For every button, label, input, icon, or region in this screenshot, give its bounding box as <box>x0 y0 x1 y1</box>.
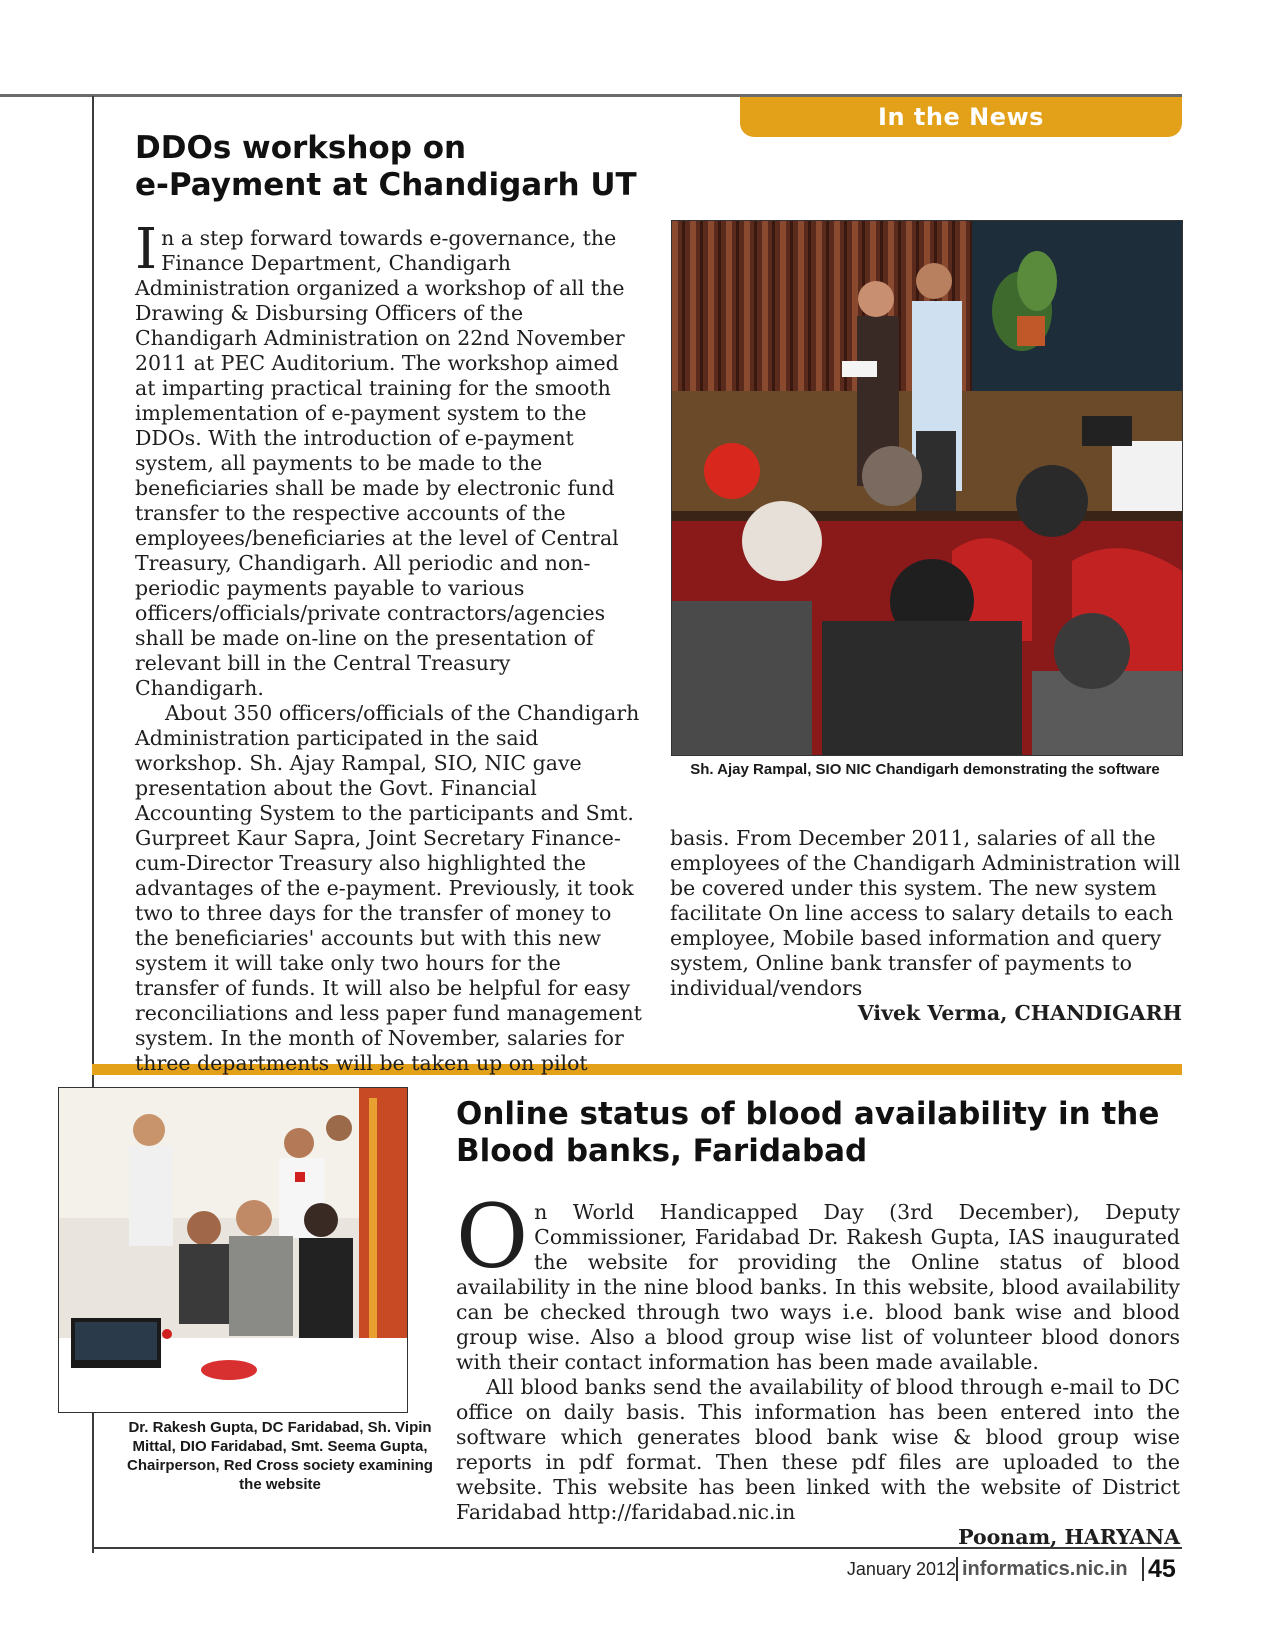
article2-headline <box>456 1096 1186 1170</box>
article1-paragraph-2: About 350 officers/officials of the Chandigarh Administration participated in the said workshop. Sh. Ajay Rampal, SIO, NIC gave presentation about the Govt. Financial Accounting System to the participants and Smt. Gurpreet Kaur Sapra, Joint Secretary Finance-cum-Director Treasury also highlighted the advantages of the e-payment. Previously, it took two to three days for the transfer of money to the beneficiaries' accounts but with this new system it will take only two hours for the transfer of funds. It will also be helpful for easy reconciliations and less paper fund management system. In the month of November, salaries for three departments will be taken up on pilot <box>135 701 642 1075</box>
article1-paragraph-3: basis. From December 2011, salaries of all the employees of the Chandigarh Administration will be covered under this system. The new system facilitate On line access to salary details to each employee, Mobile based information and query system, Online bank transfer of payments to individual/vendors <box>670 826 1181 1000</box>
article1-photo-caption: Sh. Ajay Rampal, SIO NIC Chandigarh demonstrating the software <box>690 761 1160 778</box>
footer-divider-2 <box>1142 1557 1144 1581</box>
article1-column-right <box>670 826 1182 1026</box>
article1-paragraph-1 <box>135 217 645 701</box>
article1-byline: Vivek Verma, CHANDIGARH <box>857 1001 1182 1025</box>
article2-byline: Poonam, HARYANA <box>958 1525 1180 1549</box>
page-number: 45 <box>1148 1554 1176 1583</box>
article2-headline-line1: Online status of blood availability in the <box>456 1096 1160 1132</box>
article1-dropcap: I <box>135 217 158 282</box>
article2-headline-line2: Blood banks, Faridabad <box>456 1133 868 1169</box>
website-demo-photo-illustration <box>59 1088 407 1412</box>
article2-dropcap: O <box>456 1185 529 1288</box>
article2-paragraph-1-text: n World Handicapped Day (3rd December), Deputy Commissioner, Faridabad Dr. Rakesh Gupta, IAS inaugurated the website for providing the Online status of blood availability in the nine blood banks. In this website, blood availability can be checked through two ways i.e. blood bank wise and blood group wise. Also a blood group wise list of volunteer blood donors with their contact information has been made available. <box>456 1200 1180 1374</box>
article1-headline-line2: e-Payment at Chandigarh UT <box>135 167 637 203</box>
article2-photo-caption: Dr. Rakesh Gupta, DC Faridabad, Sh. Vipin Mittal, DIO Faridabad, Smt. Seema Gupta, Chairperson, Red Cross society examining the website <box>127 1419 433 1493</box>
article1-paragraph-1-text: n a step forward towards e-governance, the Finance Department, Chandigarh Administration organized a workshop of all the Drawing & Disbursing Officers of the Chandigarh Administration on 22nd November 2011 at PEC Auditorium. The workshop aimed at imparting practical training for the smooth implementation of e-payment system to the DDOs. With the introduction of e-payment system, all payments to be made to the beneficiaries shall be made by electronic fund transfer to the respective accounts of the employees/beneficiaries at the level of Central Treasury, Chandigarh. All periodic and non-periodic payments payable to various officers/officials/private contractors/agencies shall be made on-line on the presentation of relevant bill in the Central Treasury Chandigarh. <box>135 226 625 700</box>
article2-photo <box>58 1087 408 1413</box>
footer-divider-1 <box>956 1557 958 1581</box>
article2-paragraph-2: All blood banks send the availability of blood through e-mail to DC office on daily basis. This information has been entered into the software which generates blood bank wise & blood group wise reports in pdf format. Then these pdf files are uploaded to the website. This website has been linked with the website of District Faridabad http://faridabad.nic.in <box>456 1375 1180 1524</box>
section-tab: In the News <box>740 97 1182 137</box>
article1-photo <box>671 220 1183 756</box>
article2-body <box>456 1185 1180 1550</box>
article1-column-left <box>135 217 645 1076</box>
left-rule-top <box>92 96 94 1064</box>
footer-site: informatics.nic.in <box>962 1557 1128 1580</box>
article1-headline <box>135 130 695 204</box>
presentation-photo-illustration <box>672 221 1182 755</box>
article1-headline-line1: DDOs workshop on <box>135 130 467 166</box>
article2-paragraph-1 <box>456 1185 1180 1375</box>
footer-date: January 2012 <box>846 1558 956 1579</box>
